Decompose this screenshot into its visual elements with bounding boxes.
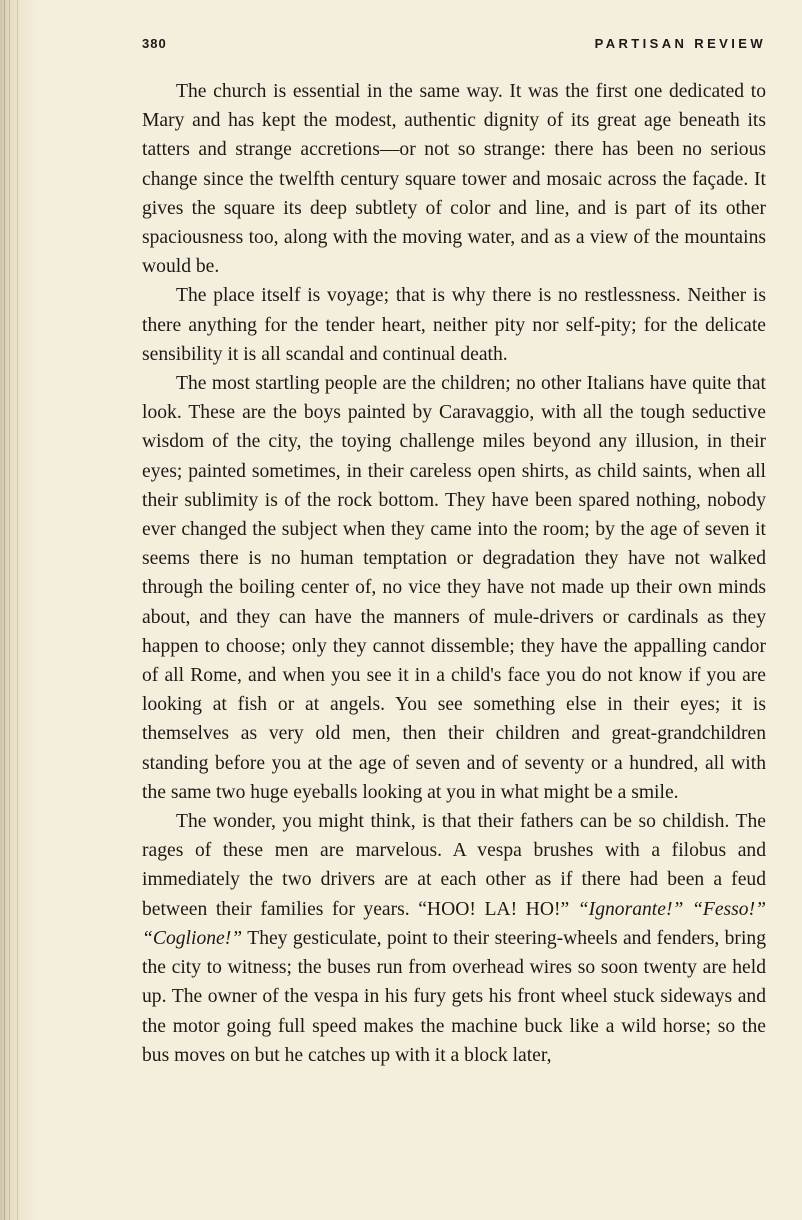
gutter-line [17, 0, 18, 1220]
body-text [142, 77, 766, 1070]
italic-exclamation: “Coglione!” [142, 927, 243, 949]
running-head [142, 36, 766, 60]
italic-exclamation: “Ignorante!” [577, 898, 684, 920]
paragraph: The church is essential in the same way. It was the first one dedicated to Mary and has kept the modest, authentic dignity of its great age beneath its tatters and strange accretions—or not so strange: there has been no serious change since the twelfth century square tower and mosaic across the façade. It gives the square its deep subtlety of color and line, and is part of its other spaciousness too, along with the moving water, and as a view of the mountains would be. [142, 81, 766, 278]
gutter-line [9, 0, 10, 1220]
page-number: 380 [142, 36, 167, 51]
italic-exclamation: “Fesso!” [691, 898, 766, 920]
book-page [142, 36, 766, 1070]
paragraph [142, 807, 766, 1070]
binding-gutter [0, 0, 40, 1220]
paragraph: The most startling people are the children; no other Italians have quite that look. These are the boys painted by Caravaggio, with all the tough seductive wisdom of the city, the toying challenge miles beyond any illusion, in their eyes; painted sometimes, in their careless open shirts, as child saints, when all their sublimity is of the rock bottom. They have been spared nothing, nobody ever changed the subject when they came into the room; by the age of seven it seems there is no human temptation or degradation they have not walked through the boiling center of, no vice they have not made up their own minds about, and they can have the manners of mule-drivers or cardinals as they happen to choose; only they cannot dissemble; they have the appalling candor of all Rome, and when you see it in a child's face you do not know if you are looking at fish or at angels. You see something else in their eyes; it is themselves as very old men, then their children and great-grandchildren standing before you at the age of seven and of seventy or a hundred, all with the same two huge eyeballs looking at you in what might be a smile. [142, 373, 766, 803]
paragraph: The place itself is voyage; that is why there is no restlessness. Neither is there anything for the tender heart, neither pity nor self-pity; for the delicate sensibility it is all scandal and continual death. [142, 285, 766, 365]
journal-title: PARTISAN REVIEW [594, 36, 766, 51]
paragraph-text: They gesticulate, point to their steering-wheels and fenders, bring the city to witness; the buses run from overhead wires so soon twenty are held up. The owner of the vespa in his fury gets his front wheel stuck sideways and the motor going full speed makes the machine buck like a wild horse; so the bus moves on but he catches up with it a block later, [142, 927, 766, 1066]
paragraph-text: The wonder, you might think, is that their fathers can be so childish. The rages of these men are marvelous. A vespa brushes with a filobus and immediately the two drivers are at each other as if there had been a feud between their families for years. “HOO! LA! HO!” [142, 811, 766, 920]
gutter-line [4, 0, 5, 1220]
